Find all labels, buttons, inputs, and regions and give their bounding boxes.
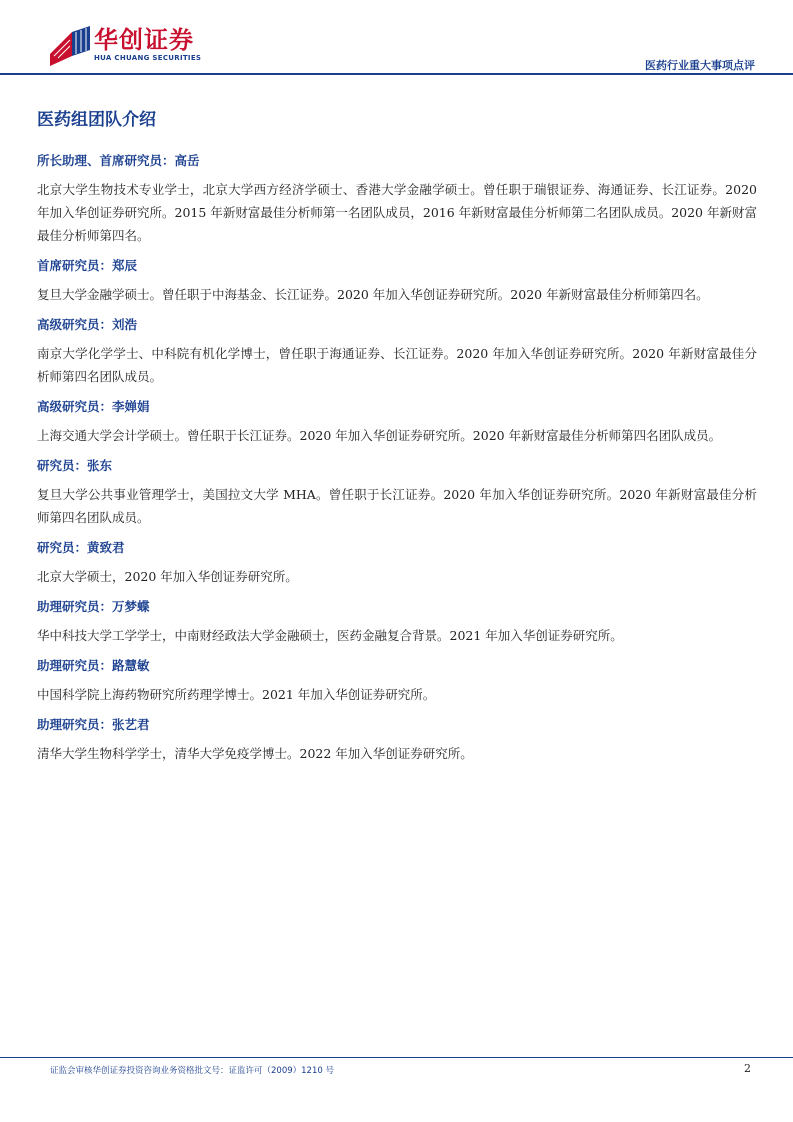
member-bio: 清华大学生物科学学士，清华大学免疫学博士。2022 年加入华创证券研究所。 bbox=[37, 746, 473, 761]
team-member bbox=[37, 657, 757, 706]
page-header bbox=[0, 0, 793, 76]
member-bio: 上海交通大学会计学硕士。曾任职于长江证券。2020 年加入华创证券研究所。2020 年新财富最佳分析师第四名团队成员。 bbox=[37, 428, 722, 443]
header-divider bbox=[0, 73, 793, 75]
team-member bbox=[37, 257, 757, 306]
member-bio: 北京大学硕士，2020 年加入华创证券研究所。 bbox=[37, 569, 298, 584]
team-member bbox=[37, 598, 757, 647]
license-note: 证监会审核华创证券投资咨询业务资格批文号：证监许可（2009）1210 号 bbox=[50, 1066, 334, 1076]
team-member bbox=[37, 152, 757, 247]
team-member bbox=[37, 539, 757, 588]
member-title: 研究员：黄致君 bbox=[37, 540, 125, 555]
member-bio: 华中科技大学工学学士，中南财经政法大学金融硕士，医药金融复合背景。2021 年加入华创证券研究所。 bbox=[37, 628, 623, 643]
member-title: 助理研究员：路慧敏 bbox=[37, 658, 150, 673]
logo-chinese-name: 华创证券 bbox=[94, 26, 194, 54]
team-member bbox=[37, 316, 757, 388]
member-title: 高级研究员：李婵娟 bbox=[37, 399, 150, 414]
member-title: 研究员：张东 bbox=[37, 458, 113, 473]
team-member bbox=[37, 716, 757, 765]
page-number: 2 bbox=[744, 1062, 751, 1075]
section-title: 医药组团队介绍 bbox=[37, 110, 156, 130]
member-title: 所长助理、首席研究员：高岳 bbox=[37, 153, 200, 168]
member-title: 首席研究员：郑辰 bbox=[37, 258, 138, 273]
member-title: 高级研究员：刘浩 bbox=[37, 317, 138, 332]
member-bio: 复旦大学公共事业管理学士，美国拉文大学 MHA。曾任职于长江证券。2020 年加入华创证券研究所。2020 年新财富最佳分析师第四名团队成员。 bbox=[37, 487, 757, 525]
footer-divider bbox=[0, 1057, 793, 1058]
member-title: 助理研究员：万梦蝶 bbox=[37, 599, 150, 614]
member-bio: 复旦大学金融学硕士。曾任职于中海基金、长江证券。2020 年加入华创证券研究所。2020 年新财富最佳分析师第四名。 bbox=[37, 287, 709, 302]
huachuang-logo-icon bbox=[50, 26, 90, 66]
team-member bbox=[37, 398, 757, 447]
main-content bbox=[37, 108, 757, 775]
member-bio: 北京大学生物技术专业学士，北京大学西方经济学硕士、香港大学金融学硕士。曾任职于瑞银证券、海通证券、长江证券。2020 年加入华创证券研究所。2015 年新财富最佳分析师第一名团队成员，2016 年新财富最佳分析师第二名团队成员。2020 年新财富最佳分析师第四名。 bbox=[37, 182, 757, 243]
team-member bbox=[37, 457, 757, 529]
member-bio: 中国科学院上海药物研究所药理学博士。2021 年加入华创证券研究所。 bbox=[37, 687, 436, 702]
member-bio: 南京大学化学学士、中科院有机化学博士，曾任职于海通证券、长江证券。2020 年加入华创证券研究所。2020 年新财富最佳分析师第四名团队成员。 bbox=[37, 346, 757, 384]
report-type-label: 医药行业重大事项点评 bbox=[645, 59, 755, 72]
logo-english-name: HUA CHUANG SECURITIES bbox=[94, 54, 202, 62]
member-title: 助理研究员：张艺君 bbox=[37, 717, 150, 732]
